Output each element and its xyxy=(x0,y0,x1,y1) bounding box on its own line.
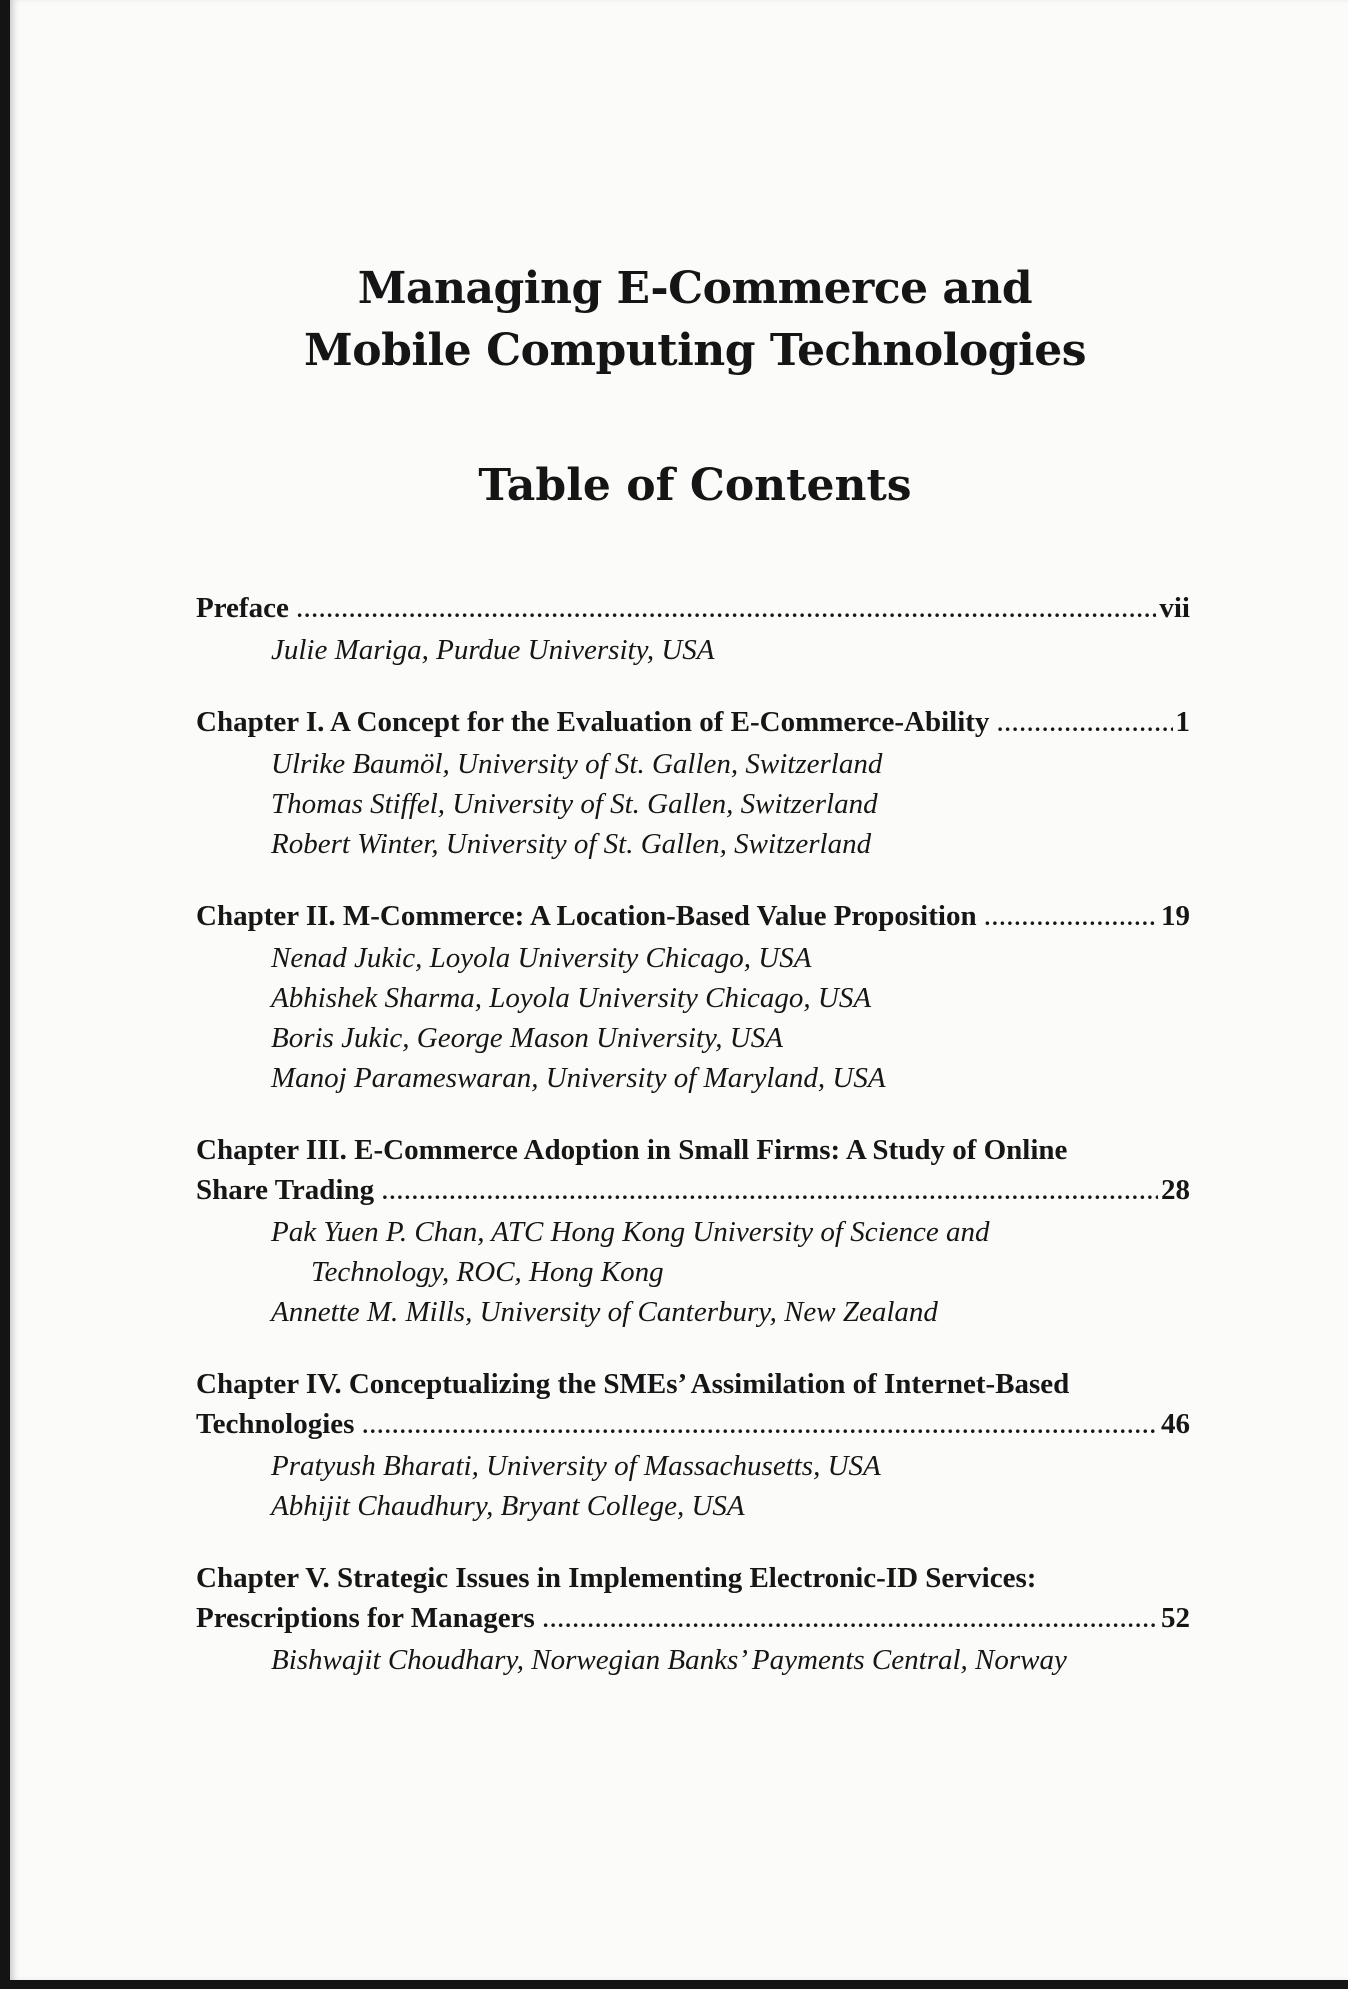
toc-entry-preface xyxy=(196,588,1190,670)
author-line: Bishwajit Choudhary, Norwegian Banks’ Payments Central, Norway xyxy=(271,1644,1067,1676)
toc-entry-chapter-3 xyxy=(196,1130,1190,1332)
toc-entry-title-text: Share Trading xyxy=(196,1174,375,1206)
toc-entry-chapter-1 xyxy=(196,702,1190,864)
author-line: Boris Jukic, George Mason University, USA xyxy=(271,1022,783,1054)
toc-entry-title-text: Preface xyxy=(196,592,289,624)
toc-page-number: 19 xyxy=(1161,900,1190,932)
author-list xyxy=(196,1446,1190,1526)
toc-entry-title-text: Prescriptions for Managers xyxy=(196,1602,535,1634)
book-title-line: Mobile Computing Technologies xyxy=(304,325,1086,376)
toc-entry-title-text: Chapter III. E-Commerce Adoption in Small Firms: A Study of Online xyxy=(196,1134,1068,1166)
author-line: Nenad Jukic, Loyola University Chicago, USA xyxy=(271,942,812,974)
toc-page-number: 52 xyxy=(1161,1602,1190,1634)
toc-page-number: 46 xyxy=(1161,1408,1190,1440)
toc-page-number: 28 xyxy=(1161,1174,1190,1206)
author-list xyxy=(196,938,1190,1098)
author-list xyxy=(196,1640,1190,1680)
author-line: Pratyush Bharati, University of Massachusetts, USA xyxy=(271,1450,881,1482)
author-line: Abhijit Chaudhury, Bryant College, USA xyxy=(271,1490,745,1522)
toc-entry-title-text: Chapter IV. Conceptualizing the SMEs’ Assimilation of Internet-Based xyxy=(196,1368,1070,1400)
author-line: Pak Yuen P. Chan, ATC Hong Kong University of Science and xyxy=(271,1216,990,1248)
dot-leader xyxy=(297,590,1157,630)
dot-leader xyxy=(543,1600,1158,1640)
toc-entry-chapter-5 xyxy=(196,1558,1190,1680)
author-line: Manoj Parameswaran, University of Maryland, USA xyxy=(271,1062,886,1094)
toc-entry-title xyxy=(196,896,1190,938)
author-list xyxy=(196,1212,1190,1332)
author-list xyxy=(196,630,1190,670)
author-line: Robert Winter, University of St. Gallen, Switzerland xyxy=(271,828,872,860)
author-line: Abhishek Sharma, Loyola University Chicago, USA xyxy=(271,982,872,1014)
dot-leader xyxy=(362,1406,1158,1446)
author-list xyxy=(196,744,1190,864)
author-line: Thomas Stiffel, University of St. Gallen, Switzerland xyxy=(271,788,878,820)
toc-entry-title-text: Technologies xyxy=(196,1408,355,1440)
dot-leader xyxy=(382,1172,1158,1212)
toc-entry-title xyxy=(196,588,1190,630)
toc-entry-title xyxy=(196,1364,1190,1446)
author-line: Ulrike Baumöl, University of St. Gallen, Switzerland xyxy=(271,748,883,780)
toc-entry-title xyxy=(196,1130,1190,1212)
dot-leader xyxy=(985,898,1158,938)
book-title-line: Managing E-Commerce and xyxy=(357,263,1033,314)
toc-entry-chapter-2 xyxy=(196,896,1190,1098)
toc-entry-title-text: Chapter V. Strategic Issues in Implementing Electronic-ID Services: xyxy=(196,1562,1037,1594)
toc-entry-title-text: Chapter II. M-Commerce: A Location-Based Value Proposition xyxy=(196,900,977,932)
toc-entry-title xyxy=(196,1558,1190,1640)
author-line: Julie Mariga, Purdue University, USA xyxy=(271,634,715,666)
author-line: Technology, ROC, Hong Kong xyxy=(311,1256,664,1288)
book-page xyxy=(10,0,1348,1980)
toc-page-number: 1 xyxy=(1175,706,1190,738)
author-line: Annette M. Mills, University of Canterbury, New Zealand xyxy=(271,1296,938,1328)
table-of-contents xyxy=(196,588,1190,1712)
book-title xyxy=(10,258,1348,382)
dot-leader xyxy=(997,704,1172,744)
toc-entry-title-text: Chapter I. A Concept for the Evaluation of E-Commerce-Ability xyxy=(196,706,990,738)
toc-heading: Table of Contents xyxy=(478,460,912,511)
toc-page-number: vii xyxy=(1159,592,1190,624)
toc-entry-chapter-4 xyxy=(196,1364,1190,1526)
toc-entry-title xyxy=(196,702,1190,744)
